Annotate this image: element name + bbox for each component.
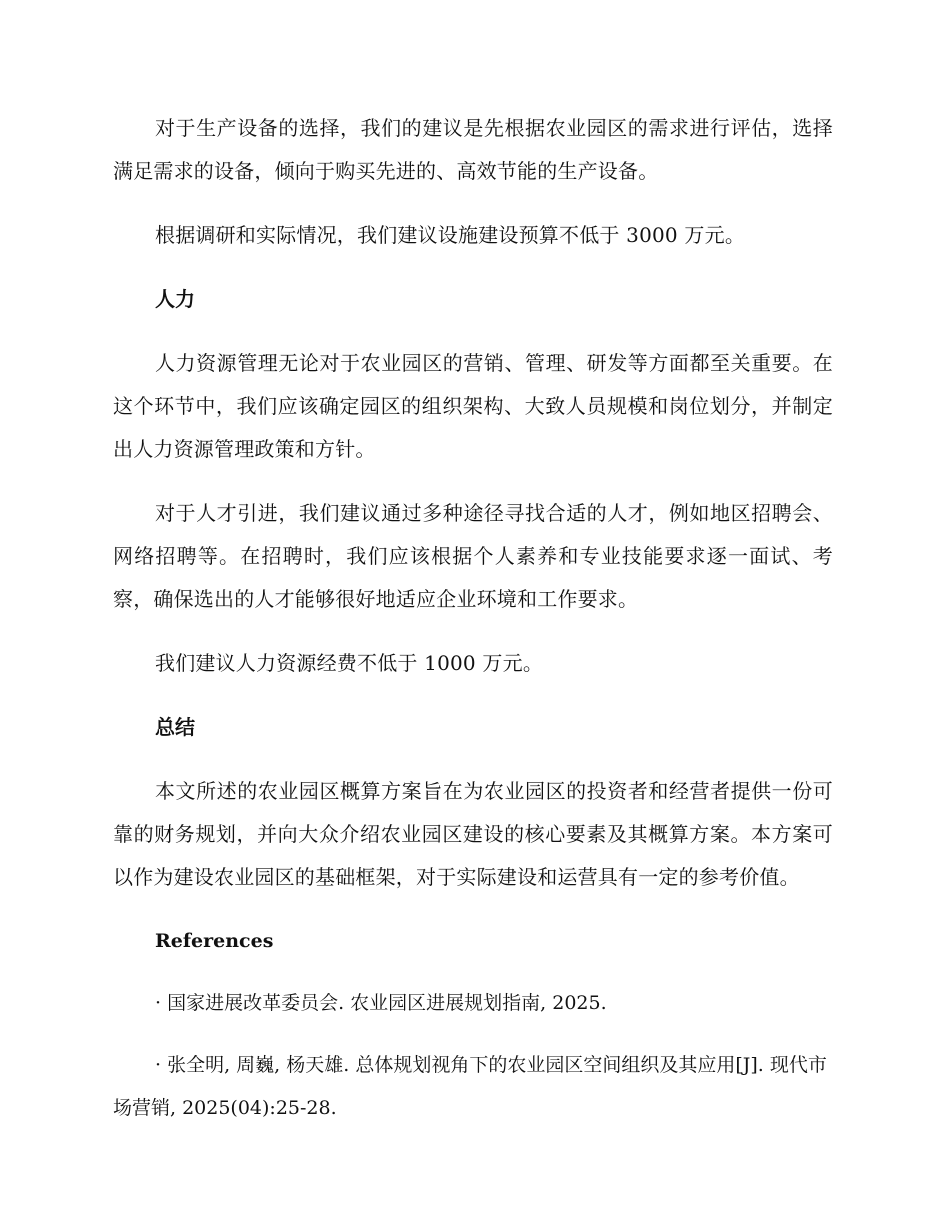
paragraph-hr-budget: 我们建议人力资源经费不低于 1000 万元。 — [155, 651, 544, 675]
reference-item: · 张全明, 周巍, 杨天雄. 总体规划视角下的农业园区空间组织及其应用[J]. 现代市场营销, 2025(04):25-28. — [113, 1054, 827, 1119]
reference-item: · 国家进展改革委员会. 农业园区进展规划指南, 2025. — [155, 992, 607, 1014]
references-heading: References — [155, 930, 274, 952]
section-heading-hr: 人力 — [155, 287, 195, 311]
paragraph-talent-recruitment: 对于人才引进，我们建议通过多种途径寻找合适的人才，例如地区招聘会、网络招聘等。在招聘时，我们应该根据个人素养和专业技能要求逐一面试、考察，确保选出的人才能够很好地适应企业环境和工作要求。 — [113, 501, 833, 611]
paragraph-summary: 本文所述的农业园区概算方案旨在为农业园区的投资者和经营者提供一份可靠的财务规划，并向大众介绍农业园区建设的核心要素及其概算方案。本方案可以作为建设农业园区的基础框架，对于实际建设和运营具有一定的参考价值。 — [113, 779, 833, 889]
paragraph-equipment-selection: 对于生产设备的选择，我们的建议是先根据农业园区的需求进行评估，选择满足需求的设备，倾向于购买先进的、高效节能的生产设备。 — [113, 116, 833, 183]
paragraph-facility-budget: 根据调研和实际情况，我们建议设施建设预算不低于 3000 万元。 — [155, 223, 746, 247]
document-page — [113, 107, 833, 1149]
paragraph-hr-management: 人力资源管理无论对于农业园区的营销、管理、研发等方面都至关重要。在这个环节中，我们应该确定园区的组织架构、大致人员规模和岗位划分，并制定出人力资源管理政策和方针。 — [113, 351, 833, 461]
section-heading-summary: 总结 — [155, 715, 195, 739]
